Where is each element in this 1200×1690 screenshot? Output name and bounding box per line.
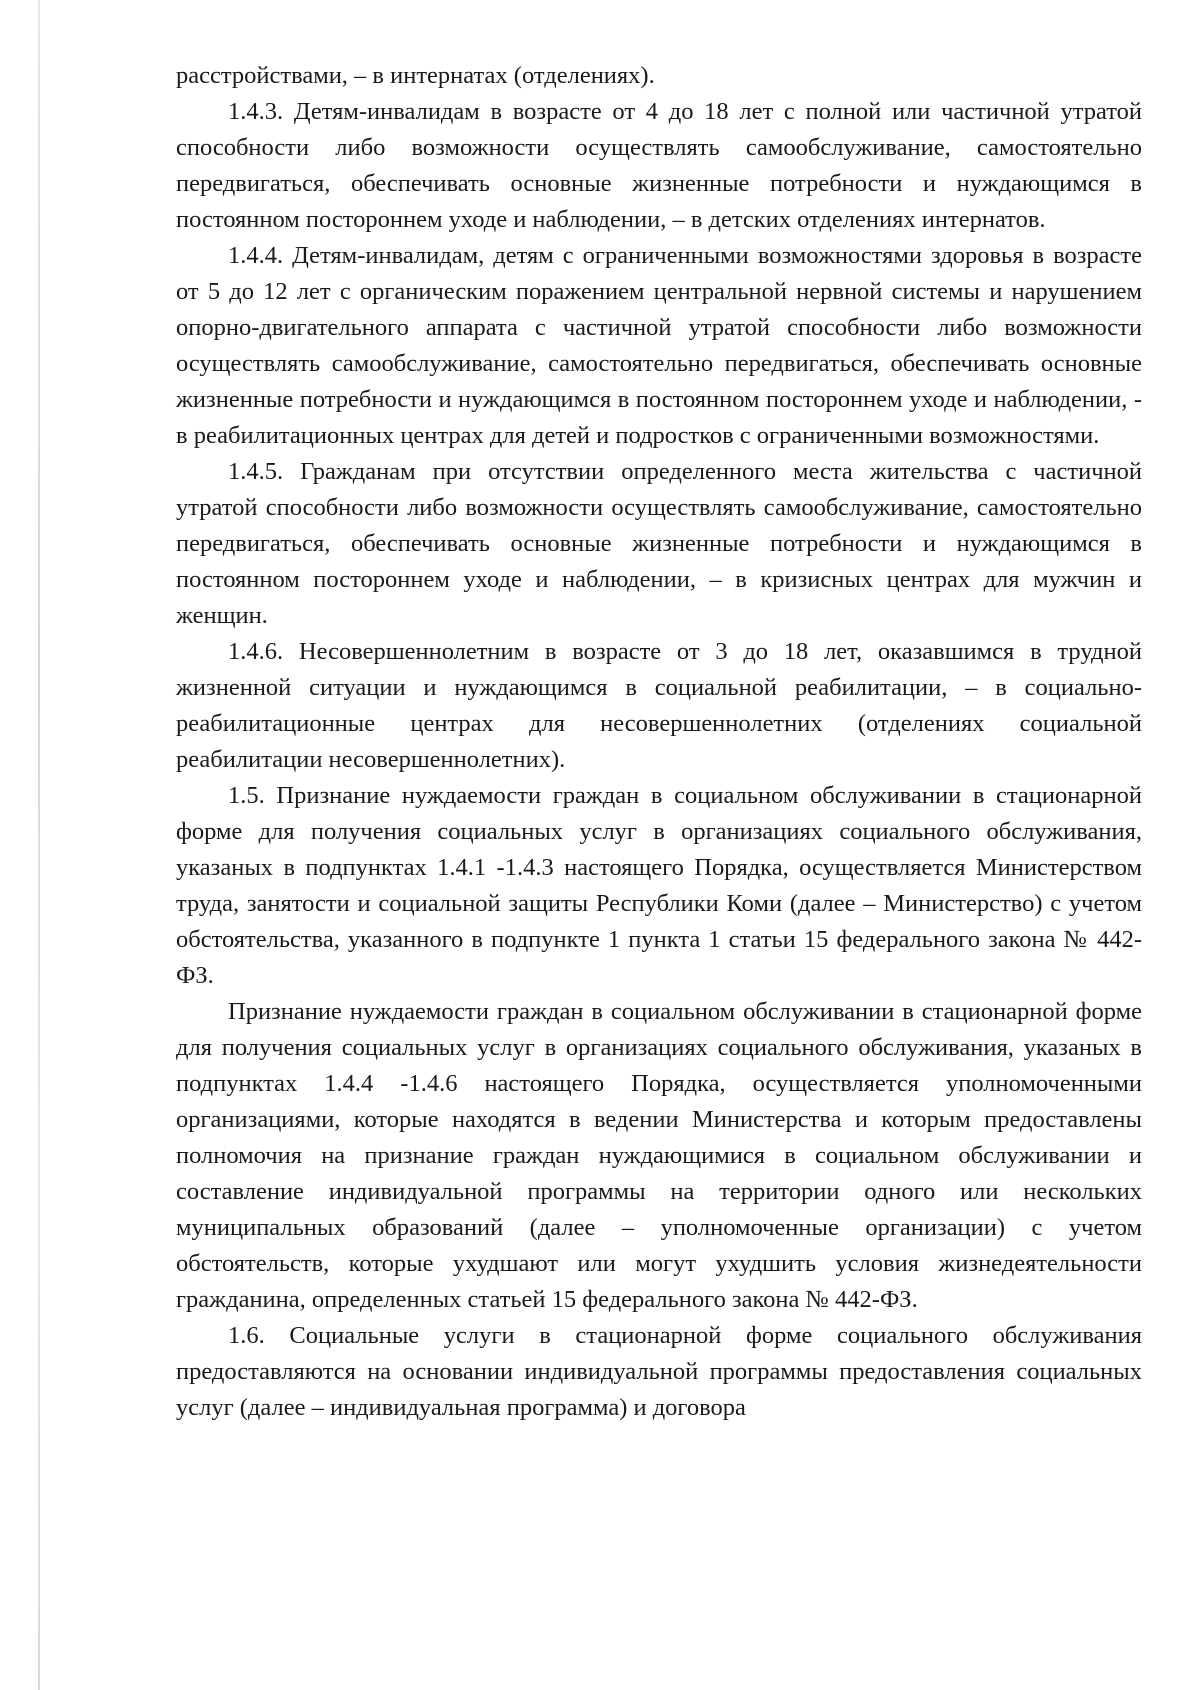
paragraph-1-6: 1.6. Социальные услуги в стационарной форме социального обслуживания предоставляются на основании индивидуальной программы предоставления социальных услуг (далее – индивидуальная программа) и договора	[176, 1322, 1142, 1421]
paragraph-1-4-6: 1.4.6. Несовершеннолетним в возрасте от 3 до 18 лет, оказавшимся в трудной жизненной ситуации и нуждающимся в социальной реабилитации, – в социально-реабилитационные центрах для несовершеннолетних (отделениях социальной реабилитации несовершеннолетних).	[176, 638, 1142, 773]
paragraph-1-5-second: Признание нуждаемости граждан в социальном обслуживании в стационарной форме для получения социальных услуг в организациях социального обслуживания, указаных в подпунктах 1.4.4 -1.4.6 настоящего Порядка, осуществляется уполномоченными организациями, которые находятся в ведении Министерства и которым предоставлены полномочия на признание граждан нуждающимися в социальном обслуживании и составление индивидуальной программы на территории одного или нескольких муниципальных образований (далее – уполномоченные организации) с учетом обстоятельств, которые ухудшают или могут ухудшить условия жизнедеятельности гражданина, определенных статьей 15 федерального закона № 442-ФЗ.	[176, 998, 1142, 1313]
paragraph-1-5: 1.5. Признание нуждаемости граждан в социальном обслуживании в стационарной форме для получения социальных услуг в организациях социального обслуживания, указаных в подпунктах 1.4.1 -1.4.3 настоящего Порядка, осуществляется Министерством труда, занятости и социальной защиты Республики Коми (далее – Министерство) с учетом обстоятельства, указанного в подпункте 1 пункта 1 статьи 15 федерального закона № 442-ФЗ.	[176, 782, 1142, 989]
paragraph-1-4-5: 1.4.5. Гражданам при отсутствии определенного места жительства с частичной утратой способности либо возможности осуществлять самообслуживание, самостоятельно передвигаться, обеспечивать основные жизненные потребности и нуждающимся в постоянном постороннем уходе и наблюдении, – в кризисных центрах для мужчин и женщин.	[176, 458, 1142, 629]
paragraph-1-4-4: 1.4.4. Детям-инвалидам, детям с ограниченными возможностями здоровья в возрасте от 5 до 12 лет с органическим поражением центральной нервной системы и нарушением опорно-двигательного аппарата с частичной утратой способности либо возможности осуществлять самообслуживание, самостоятельно передвигаться, обеспечивать основные жизненные потребности и нуждающимся в постоянном постороннем уходе и наблюдении, - в реабилитационных центрах для детей и подростков с ограниченными возможностями.	[176, 242, 1142, 449]
scan-edge-line	[38, 0, 40, 1690]
paragraph-continuation: расстройствами, – в интернатах (отделениях).	[176, 62, 655, 89]
document-body	[176, 58, 1142, 1426]
paragraph-1-4-3: 1.4.3. Детям-инвалидам в возрасте от 4 до 18 лет с полной или частичной утратой способности либо возможности осуществлять самообслуживание, самостоятельно передвигаться, обеспечивать основные жизненные потребности и нуждающимся в постоянном постороннем уходе и наблюдении, – в детских отделениях интернатов.	[176, 98, 1142, 233]
